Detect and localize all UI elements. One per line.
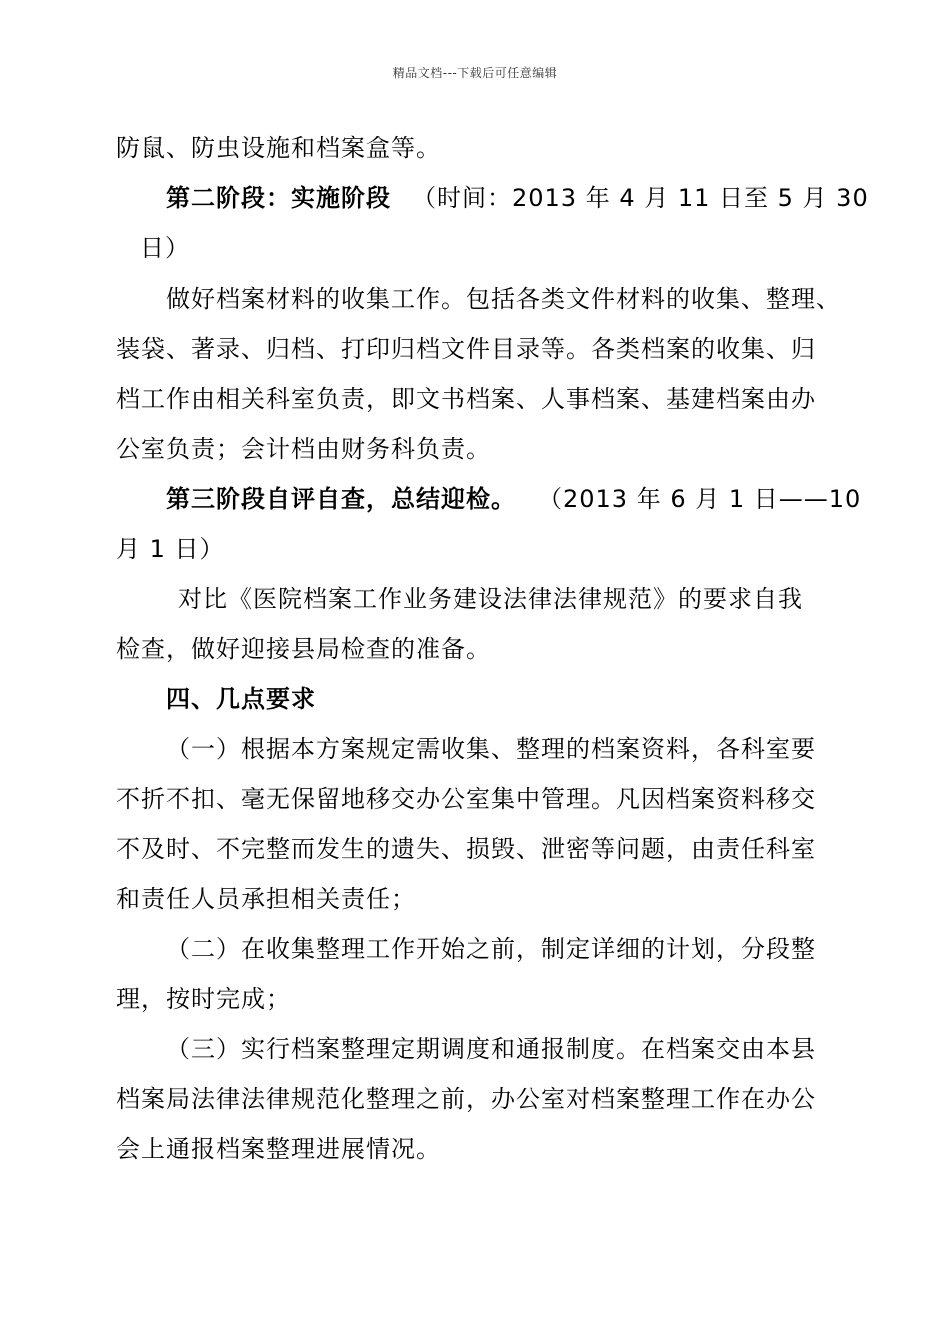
paragraph-line: 不折不扣、毫无保留地移交办公室集中管理。凡因档案资料移交 bbox=[116, 785, 816, 813]
page-header: 精品文档---下载后可任意编辑 bbox=[392, 66, 558, 80]
section-heading-requirements: 四、几点要求 bbox=[166, 685, 316, 713]
paragraph-line: （一）根据本方案规定需收集、整理的档案资料，各科室要 bbox=[166, 735, 816, 763]
stage-two-period: （时间：2013 年 4 月 11 日至 5 月 30 bbox=[412, 184, 869, 212]
paragraph-line: 和责任人员承担相关责任； bbox=[116, 885, 416, 913]
stage-three-period-continued: 月 1 日） bbox=[116, 535, 225, 563]
paragraph-line: 防鼠、防虫设施和档案盒等。 bbox=[116, 134, 441, 162]
paragraph-line: 档案局法律法律规范化整理之前，办公室对档案整理工作在办公 bbox=[116, 1085, 816, 1113]
paragraph-line: 做好档案材料的收集工作。包括各类文件材料的收集、整理、 bbox=[166, 285, 841, 313]
paragraph-line: 对比《医院档案工作业务建设法律法律规范》的要求自我 bbox=[178, 585, 803, 613]
section-heading-stage-two: 第二阶段：实施阶段 bbox=[166, 184, 391, 212]
stage-three-period: （2013 年 6 月 1 日——10 bbox=[538, 485, 862, 513]
paragraph-line: （三）实行档案整理定期调度和通报制度。在档案交由本县 bbox=[166, 1035, 816, 1063]
paragraph-line: 公室负责；会计档由财务科负责。 bbox=[116, 435, 491, 463]
stage-two-period-continued: 日） bbox=[140, 234, 190, 262]
paragraph-line: 检查，做好迎接县局检查的准备。 bbox=[116, 635, 491, 663]
paragraph-line: 理，按时完成； bbox=[116, 985, 291, 1013]
paragraph-line: 档工作由相关科室负责，即文书档案、人事档案、基建档案由办 bbox=[116, 385, 816, 413]
paragraph-line: 会上通报档案整理进展情况。 bbox=[116, 1135, 441, 1163]
paragraph-line: 装袋、著录、归档、打印归档文件目录等。各类档案的收集、归 bbox=[116, 335, 816, 363]
section-heading-stage-three: 第三阶段自评自查，总结迎检。 bbox=[166, 485, 516, 513]
paragraph-line: 不及时、不完整而发生的遗失、损毁、泄密等问题，由责任科室 bbox=[116, 835, 816, 863]
paragraph-line: （二）在收集整理工作开始之前，制定详细的计划，分段整 bbox=[166, 935, 816, 963]
